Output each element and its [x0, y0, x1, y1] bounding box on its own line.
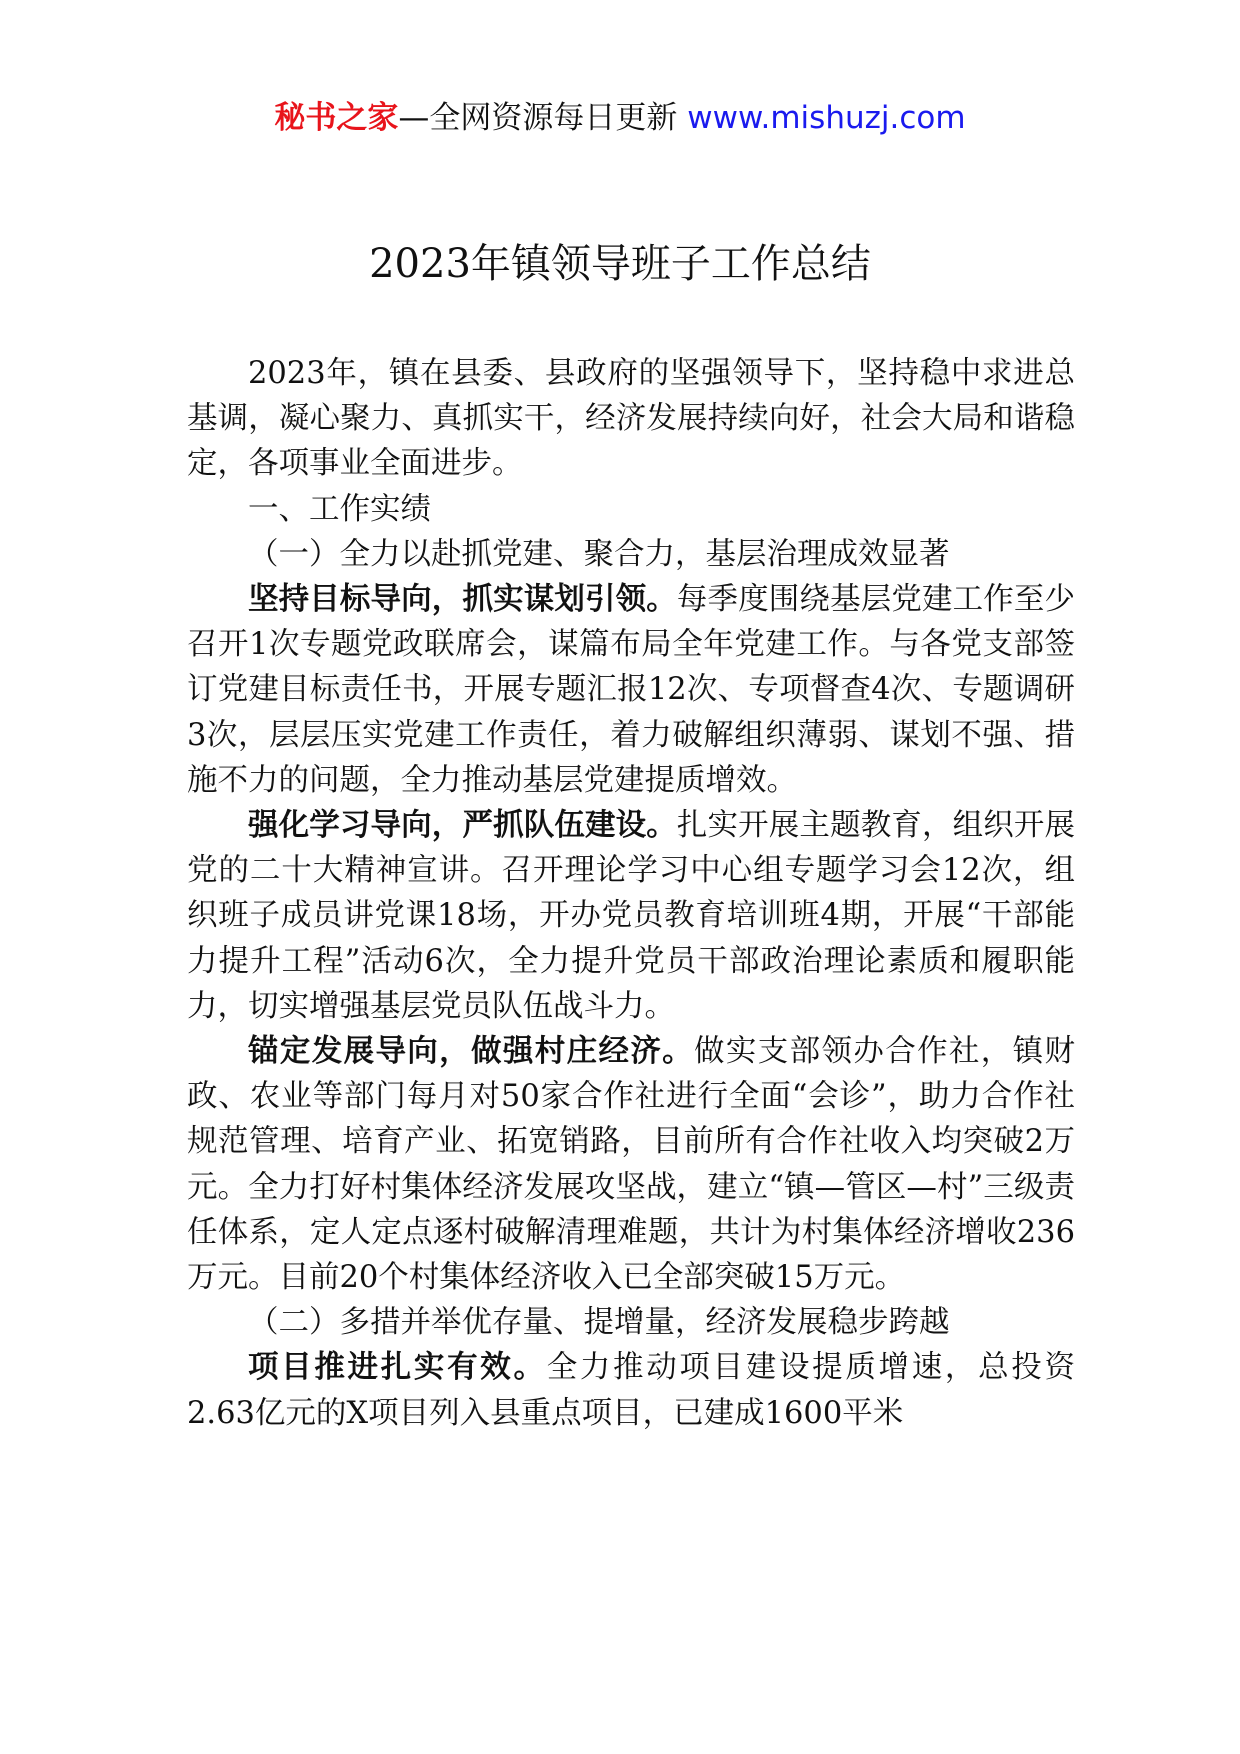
- paragraph-4-lead: 项目推进扎实有效。: [248, 1350, 547, 1386]
- paragraph-3-lead: 锚定发展导向，做强村庄经济。: [248, 1034, 695, 1070]
- paragraph-3: [187, 1029, 1075, 1300]
- paragraph-2: [187, 803, 1075, 1029]
- document-body: [187, 351, 1075, 1436]
- site-header: [0, 98, 1240, 138]
- site-url-link[interactable]: www.mishuzj.com: [687, 100, 966, 136]
- subsection-heading-2: （二）多措并举优存量、提增量，经济发展稳步跨越: [248, 1305, 950, 1341]
- paragraph-1-lead: 坚持目标导向，抓实谋划引领。: [248, 582, 677, 618]
- subsection-heading-1: （一）全力以赴抓党建、聚合力，基层治理成效显著: [248, 536, 950, 572]
- paragraph-4-text: 全力推动项目建设提质增速，总投资2.63亿元的X项目列入县重点项目，已建成1600平米: [187, 1350, 1075, 1431]
- document-title: 2023年镇领导班子工作总结: [369, 241, 871, 287]
- section-heading-1: 一、工作实绩: [248, 491, 431, 527]
- paragraph-1: [187, 577, 1075, 803]
- site-tagline: —全网资源每日更新: [398, 100, 688, 136]
- paragraph-2-text: 扎实开展主题教育，组织开展党的二十大精神宣讲。召开理论学习中心组专题学习会12次，组织班子成员讲党课18场，开办党员教育培训班4期，开展“干部能力提升工程”活动6次，全力提升党员干部政治理论素质和履职能力，切实增强基层党员队伍战斗力。: [187, 808, 1076, 1024]
- paragraph-1-text: 每季度围绕基层党建工作至少召开1次专题党政联席会，谋篇布局全年党建工作。与各党支部签订党建目标责任书，开展专题汇报12次、专项督查4次、专题调研3次，层层压实党建工作责任，着力破解组织薄弱、谋划不强、措施不力的问题，全力推动基层党建提质增效。: [187, 582, 1076, 798]
- paragraph-4: [187, 1345, 1075, 1435]
- paragraph-3-text: 做实支部领办合作社，镇财政、农业等部门每月对50家合作社进行全面“会诊”，助力合作社规范管理、培育产业、拓宽销路，目前所有合作社收入均突破2万元。全力打好村集体经济发展攻坚战，建立“镇—管区—村”三级责任体系，定人定点逐村破解清理难题，共计为村集体经济增收236万元。目前20个村集体经济收入已全部突破15万元。: [187, 1034, 1076, 1296]
- intro-paragraph: 2023年，镇在县委、县政府的坚强领导下，坚持稳中求进总基调，凝心聚力、真抓实干，经济发展持续向好，社会大局和谐稳定，各项事业全面进步。: [187, 356, 1075, 482]
- paragraph-2-lead: 强化学习导向，严抓队伍建设。: [248, 808, 677, 844]
- site-brand: 秘书之家: [274, 100, 399, 136]
